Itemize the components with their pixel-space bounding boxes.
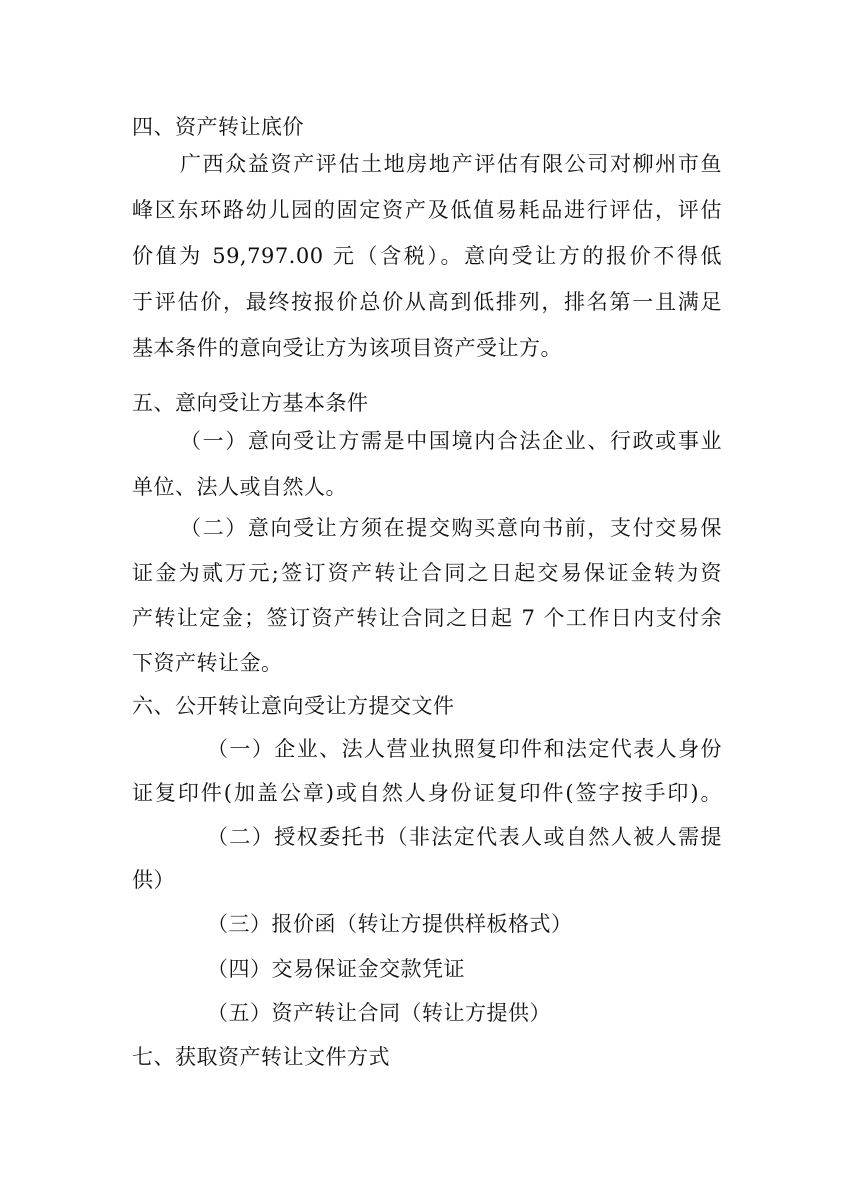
paragraph-line: 证金为贰万元;签订资产转让合同之日起交易保证金转为资 — [132, 561, 722, 585]
paragraph-line: 基本条件的意向受让方为该项目资产受让方。 — [132, 336, 562, 360]
paragraph-line: （二）意向受让方须在提交购买意向书前，支付交易保 — [180, 516, 722, 540]
paragraph-line: 单位、法人或自然人。 — [132, 475, 347, 499]
paragraph-line: 下资产转让金。 — [132, 651, 283, 675]
paragraph-line: （二）授权委托书（非法定代表人或自然人被人需提 — [207, 825, 722, 849]
section-heading-4: 四、资产转让底价 — [132, 115, 304, 139]
list-item: （四）交易保证金交款凭证 — [207, 957, 465, 981]
paragraph-line: （一）意向受让方需是中国境内合法企业、行政或事业 — [180, 429, 722, 453]
paragraph-line: （一）企业、法人营业执照复印件和法定代表人身份 — [207, 737, 722, 761]
list-item: （三）报价函（转让方提供样板格式） — [207, 912, 573, 936]
list-item: （五）资产转让合同（转让方提供） — [207, 1001, 551, 1025]
paragraph-line: 证复印件(加盖公章)或自然人身份证复印件(签字按手印)。 — [132, 781, 722, 805]
paragraph-line: 广西众益资产评估土地房地产评估有限公司对柳州市鱼 — [180, 152, 722, 176]
paragraph-line: 峰区东环路幼儿园的固定资产及低值易耗品进行评估，评估 — [132, 198, 722, 222]
paragraph-line: 价值为 59,797.00 元（含税）。意向受让方的报价不得低 — [132, 244, 722, 268]
section-heading-7: 七、获取资产转让文件方式 — [132, 1045, 390, 1069]
section-heading-5: 五、意向受让方基本条件 — [132, 391, 369, 415]
section-heading-6: 六、公开转让意向受让方提交文件 — [132, 694, 455, 718]
paragraph-line: 于评估价，最终按报价总价从高到低排列，排名第一且满足 — [132, 290, 722, 314]
paragraph-line: 供） — [132, 868, 175, 892]
paragraph-line: 产转让定金；签订资产转让合同之日起 7 个工作日内支付余 — [132, 606, 722, 630]
